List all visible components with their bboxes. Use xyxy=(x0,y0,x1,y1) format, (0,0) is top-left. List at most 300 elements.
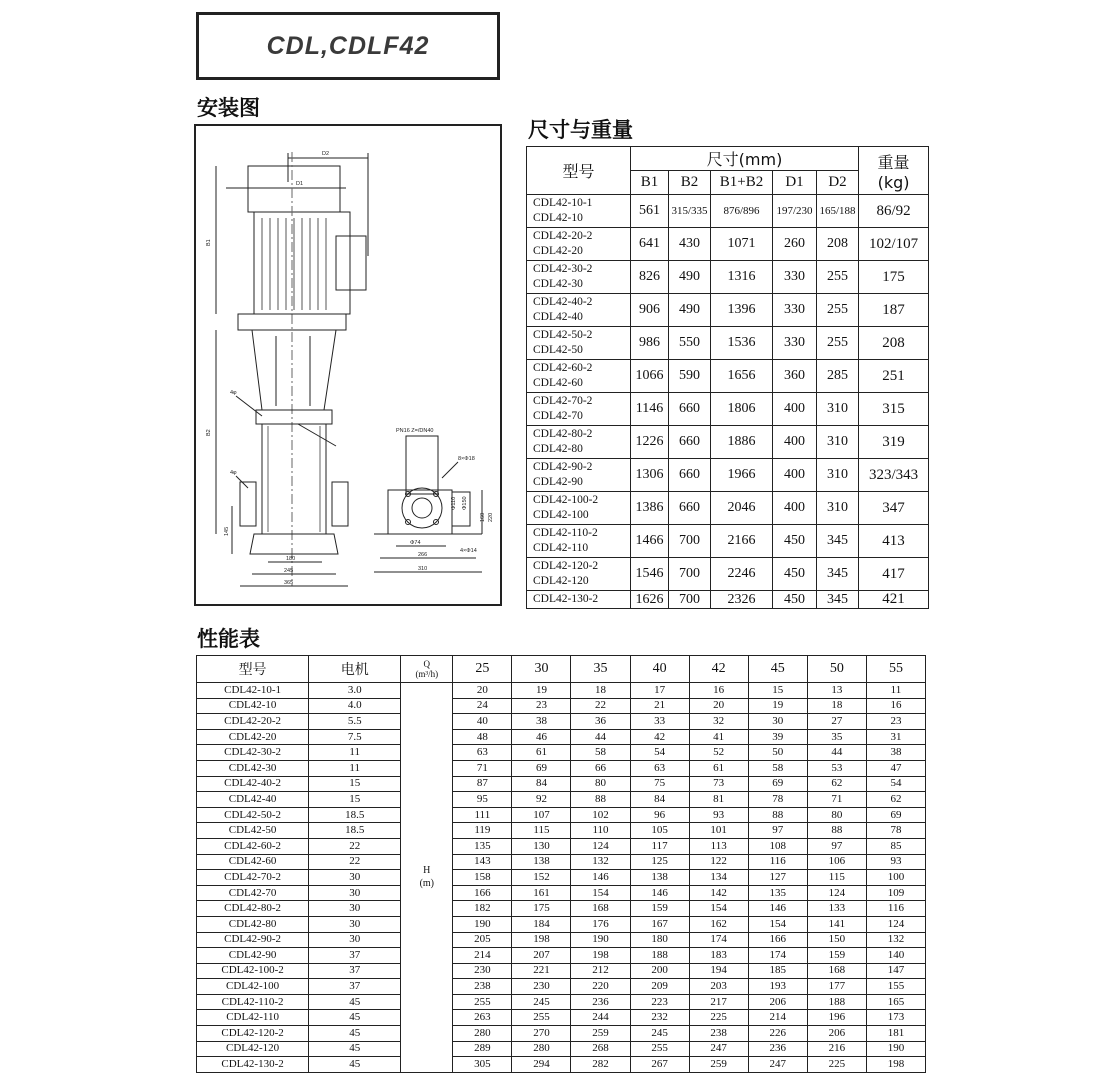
dim-model-name: CDL42-80 xyxy=(533,443,583,455)
perf-head-value: 16 xyxy=(689,683,748,699)
perf-head-value: 38 xyxy=(512,714,571,730)
dim-model-name: CDL42-10-1 xyxy=(533,197,593,209)
dim-header-size: 尺寸(mm) xyxy=(631,147,859,171)
dim-weight-cell: 208 xyxy=(859,327,929,360)
perf-head-value: 259 xyxy=(689,1057,748,1073)
perf-head-value: 205 xyxy=(453,932,512,948)
perf-motor-cell: 30 xyxy=(309,916,401,932)
dim-model-name: CDL42-60 xyxy=(533,377,583,389)
perf-head-value: 134 xyxy=(689,870,748,886)
dim-model-name: CDL42-50 xyxy=(533,344,583,356)
perf-head-value: 84 xyxy=(512,776,571,792)
perf-head-value: 185 xyxy=(748,963,807,979)
dim-table-row xyxy=(527,327,929,360)
dim-model-name: CDL42-120 xyxy=(533,575,589,587)
dim-model-name: CDL42-20 xyxy=(533,245,583,257)
perf-head-value: 88 xyxy=(748,807,807,823)
perf-head-value: 69 xyxy=(866,807,925,823)
perf-head-value: 236 xyxy=(748,1041,807,1057)
dim-model-cell xyxy=(527,591,631,609)
perf-head-value: 85 xyxy=(866,838,925,854)
perf-head-value: 255 xyxy=(453,994,512,1010)
perf-head-value: 282 xyxy=(571,1057,630,1073)
perf-head-value: 105 xyxy=(630,823,689,839)
dim-weight-cell: 323/343 xyxy=(859,459,929,492)
dim-model-cell xyxy=(527,360,631,393)
perf-head-value: 36 xyxy=(571,714,630,730)
dim-model-name: CDL42-100-2 xyxy=(533,494,599,506)
dim-model-cell xyxy=(527,426,631,459)
perf-head-value: 196 xyxy=(807,1010,866,1026)
perf-head-value: 84 xyxy=(630,792,689,808)
model-title: CDL,CDLF42 xyxy=(266,31,430,60)
perf-head-value: 198 xyxy=(512,932,571,948)
perf-model-cell: CDL42-80 xyxy=(197,916,309,932)
perf-head-value: 22 xyxy=(571,698,630,714)
dim-model-cell xyxy=(527,459,631,492)
perf-head-value: 92 xyxy=(512,792,571,808)
perf-head-value: 188 xyxy=(807,994,866,1010)
drawing-label: 266 xyxy=(418,552,428,558)
perf-head-value: 135 xyxy=(748,885,807,901)
perf-head-value: 75 xyxy=(630,776,689,792)
perf-motor-cell: 5.5 xyxy=(309,714,401,730)
perf-model-cell: CDL42-40-2 xyxy=(197,776,309,792)
perf-model-cell: CDL42-110-2 xyxy=(197,994,309,1010)
dim-weight-cell: 417 xyxy=(859,558,929,591)
dim-model-cell xyxy=(527,492,631,525)
perf-table-row xyxy=(197,776,926,792)
perf-head-value: 46 xyxy=(512,729,571,745)
perf-flow-header: 25 xyxy=(453,656,512,683)
dim-header-weight xyxy=(859,147,929,195)
dim-weight-cell: 251 xyxy=(859,360,929,393)
dim-model-name: CDL42-70-2 xyxy=(533,395,593,407)
dim-d2-cell: 285 xyxy=(817,360,859,393)
dim-d2-cell: 310 xyxy=(817,459,859,492)
perf-table-row xyxy=(197,838,926,854)
perf-head-value: 225 xyxy=(689,1010,748,1026)
perf-head-value: 17 xyxy=(630,683,689,699)
perf-model-cell: CDL42-130-2 xyxy=(197,1057,309,1073)
drawing-label: Φ74 xyxy=(410,540,421,546)
dim-model-name: CDL42-110 xyxy=(533,542,589,554)
drawing-label: D1 xyxy=(296,181,304,187)
perf-motor-cell: 37 xyxy=(309,963,401,979)
perf-head-value: 21 xyxy=(630,698,689,714)
dim-table-row xyxy=(527,558,929,591)
drawing-label: D2 xyxy=(322,151,330,157)
perf-head-value: 81 xyxy=(689,792,748,808)
perf-motor-cell: 30 xyxy=(309,901,401,917)
perf-motor-cell: 3.0 xyxy=(309,683,401,699)
perf-head-value: 223 xyxy=(630,994,689,1010)
perf-head-value: 38 xyxy=(866,745,925,761)
dim-table-row xyxy=(527,393,929,426)
perf-head-value: 40 xyxy=(453,714,512,730)
perf-motor-cell: 18.5 xyxy=(309,823,401,839)
perf-model-cell: CDL42-90 xyxy=(197,948,309,964)
dim-weight-cell: 413 xyxy=(859,525,929,558)
perf-head-value: 206 xyxy=(748,994,807,1010)
dim-b1b2-cell: 2166 xyxy=(711,525,773,558)
perf-head-value: 124 xyxy=(807,885,866,901)
dim-weight-cell: 102/107 xyxy=(859,228,929,261)
dim-table-row xyxy=(527,261,929,294)
perf-head-value: 190 xyxy=(453,916,512,932)
drawing-label: 8×Φ18 xyxy=(458,456,475,462)
perf-head-value: 107 xyxy=(512,807,571,823)
perf-head-value: 225 xyxy=(807,1057,866,1073)
perf-head-value: 247 xyxy=(689,1041,748,1057)
perf-head-value: 93 xyxy=(866,854,925,870)
perf-head-value: 73 xyxy=(689,776,748,792)
perf-head-value: 245 xyxy=(512,994,571,1010)
dim-model-cell xyxy=(527,228,631,261)
dim-header-model: 型号 xyxy=(527,147,631,195)
perf-head-value: 138 xyxy=(630,870,689,886)
perf-head-value: 212 xyxy=(571,963,630,979)
perf-head-value: 217 xyxy=(689,994,748,1010)
perf-head-value: 188 xyxy=(630,948,689,964)
perf-head-value: 255 xyxy=(512,1010,571,1026)
perf-header-model: 型号 xyxy=(197,656,309,683)
dim-model-name: CDL42-20-2 xyxy=(533,230,593,242)
perf-head-value: 115 xyxy=(807,870,866,886)
dim-b1-cell: 906 xyxy=(631,294,669,327)
dim-b2-cell: 315/335 xyxy=(669,195,711,228)
drawing-label: 145 xyxy=(224,526,230,536)
dims-heading: 尺寸与重量 xyxy=(528,118,633,142)
perf-head-value: 159 xyxy=(807,948,866,964)
perf-head-value: 116 xyxy=(866,901,925,917)
perf-model-cell: CDL42-70-2 xyxy=(197,870,309,886)
perf-table-row xyxy=(197,979,926,995)
perf-table-row xyxy=(197,901,926,917)
perf-head-value: 124 xyxy=(571,838,630,854)
dim-b2-cell: 660 xyxy=(669,459,711,492)
perf-head-value: 133 xyxy=(807,901,866,917)
perf-head-value: 206 xyxy=(807,1026,866,1042)
dim-b2-cell: 550 xyxy=(669,327,711,360)
perf-motor-cell: 45 xyxy=(309,1010,401,1026)
perf-head-value: 230 xyxy=(512,979,571,995)
perf-head-value: 95 xyxy=(453,792,512,808)
perf-head-value: 220 xyxy=(571,979,630,995)
perf-head-label-cell xyxy=(401,683,453,1073)
dim-weight-cell: 175 xyxy=(859,261,929,294)
perf-head-value: 20 xyxy=(453,683,512,699)
drawing-label: 160 xyxy=(480,512,486,522)
perf-head-value: 146 xyxy=(630,885,689,901)
perf-head-value: 176 xyxy=(571,916,630,932)
perf-head-value: 110 xyxy=(571,823,630,839)
dim-model-name: CDL42-30-2 xyxy=(533,263,593,275)
dim-b2-cell: 490 xyxy=(669,294,711,327)
dim-d1-cell: 197/230 xyxy=(773,195,817,228)
perf-head-value: 69 xyxy=(512,760,571,776)
perf-head-value: 259 xyxy=(571,1026,630,1042)
perf-table-row xyxy=(197,683,926,699)
perf-head-value: 61 xyxy=(512,745,571,761)
dim-table-row xyxy=(527,525,929,558)
perf-head-value: 16 xyxy=(866,698,925,714)
dim-table-row xyxy=(527,195,929,228)
perf-head-value: 62 xyxy=(807,776,866,792)
perf-model-cell: CDL42-100 xyxy=(197,979,309,995)
dim-model-name: CDL42-10 xyxy=(533,212,583,224)
perf-motor-cell: 37 xyxy=(309,979,401,995)
dim-b1-cell: 641 xyxy=(631,228,669,261)
perf-head-value: 138 xyxy=(512,854,571,870)
perf-motor-cell: 11 xyxy=(309,745,401,761)
perf-head-value: 80 xyxy=(571,776,630,792)
perf-motor-cell: 45 xyxy=(309,1057,401,1073)
dim-d1-cell: 450 xyxy=(773,525,817,558)
dim-weight-cell: 421 xyxy=(859,591,929,609)
perf-head-value: 130 xyxy=(512,838,571,854)
perf-head-value: 198 xyxy=(571,948,630,964)
perf-head-value: 113 xyxy=(689,838,748,854)
dim-header-weight-unit: (kg) xyxy=(877,172,910,192)
drawing-label: Φ110 xyxy=(451,496,457,510)
perf-head-value: 294 xyxy=(512,1057,571,1073)
dim-table-row xyxy=(527,228,929,261)
perf-motor-cell: 45 xyxy=(309,1041,401,1057)
dim-table-row xyxy=(527,492,929,525)
dim-d1-cell: 400 xyxy=(773,393,817,426)
perf-head-value: 48 xyxy=(453,729,512,745)
dim-weight-cell: 347 xyxy=(859,492,929,525)
perf-head-value: 193 xyxy=(748,979,807,995)
dim-d2-cell: 255 xyxy=(817,294,859,327)
perf-table-row xyxy=(197,745,926,761)
perf-model-cell: CDL42-10 xyxy=(197,698,309,714)
dim-b1-cell: 826 xyxy=(631,261,669,294)
perf-head-value: 270 xyxy=(512,1026,571,1042)
dim-b2-cell: 430 xyxy=(669,228,711,261)
dim-table-row xyxy=(527,591,929,609)
dim-model-cell xyxy=(527,327,631,360)
perf-table-row xyxy=(197,807,926,823)
perf-table-row xyxy=(197,760,926,776)
perf-head-value: 143 xyxy=(453,854,512,870)
perf-motor-cell: 4.0 xyxy=(309,698,401,714)
perf-head-value: 20 xyxy=(689,698,748,714)
perf-model-cell: CDL42-60-2 xyxy=(197,838,309,854)
dim-model-name: CDL42-80-2 xyxy=(533,428,593,440)
perf-head-value: 27 xyxy=(807,714,866,730)
perf-flow-header: 42 xyxy=(689,656,748,683)
dim-d2-cell: 345 xyxy=(817,591,859,609)
perf-head-value: 101 xyxy=(689,823,748,839)
perf-head-value: 44 xyxy=(807,745,866,761)
perf-head-value: 109 xyxy=(866,885,925,901)
dim-d1-cell: 400 xyxy=(773,492,817,525)
perf-table-row xyxy=(197,714,926,730)
perf-head-value: 161 xyxy=(512,885,571,901)
perf-motor-cell: 22 xyxy=(309,854,401,870)
perf-head-value: 141 xyxy=(807,916,866,932)
dim-b2-cell: 660 xyxy=(669,426,711,459)
perf-model-cell: CDL42-80-2 xyxy=(197,901,309,917)
dim-model-cell xyxy=(527,294,631,327)
perf-head-value: 39 xyxy=(748,729,807,745)
performance-table xyxy=(196,655,926,1073)
perf-head-value: 19 xyxy=(512,683,571,699)
perf-head-value: 24 xyxy=(453,698,512,714)
perf-head-value: 58 xyxy=(748,760,807,776)
dim-b1b2-cell: 1966 xyxy=(711,459,773,492)
perf-head-value: 150 xyxy=(807,932,866,948)
perf-head-value: 232 xyxy=(630,1010,689,1026)
perf-head-value: 19 xyxy=(748,698,807,714)
perf-head-value: 200 xyxy=(630,963,689,979)
perf-head-value: 42 xyxy=(630,729,689,745)
perf-head-value: 180 xyxy=(630,932,689,948)
dim-d1-cell: 330 xyxy=(773,261,817,294)
perf-head-value: 216 xyxy=(807,1041,866,1057)
perf-head-value: 88 xyxy=(807,823,866,839)
perf-head-value: 140 xyxy=(866,948,925,964)
perf-head-value: 62 xyxy=(866,792,925,808)
perf-head-value: 23 xyxy=(512,698,571,714)
perf-model-cell: CDL42-10-1 xyxy=(197,683,309,699)
perf-head-value: 236 xyxy=(571,994,630,1010)
perf-header-q xyxy=(401,656,453,683)
perf-head-value: 168 xyxy=(807,963,866,979)
dim-b1-cell: 1066 xyxy=(631,360,669,393)
perf-table-row xyxy=(197,729,926,745)
dim-col-header: D2 xyxy=(817,171,859,195)
perf-head-value: 263 xyxy=(453,1010,512,1026)
perf-head-value: 124 xyxy=(866,916,925,932)
dim-model-name: CDL42-40-2 xyxy=(533,296,593,308)
drawing-label: 4φ xyxy=(230,470,237,476)
perf-table-row xyxy=(197,870,926,886)
dim-b1-cell: 1626 xyxy=(631,591,669,609)
dim-col-header: D1 xyxy=(773,171,817,195)
perf-header-motor: 电机 xyxy=(309,656,401,683)
perf-head-value: 155 xyxy=(866,979,925,995)
perf-head-value: 190 xyxy=(571,932,630,948)
perf-head-value: 69 xyxy=(748,776,807,792)
perf-head-value: 159 xyxy=(630,901,689,917)
perf-head-value: 96 xyxy=(630,807,689,823)
perf-head-value: 175 xyxy=(512,901,571,917)
perf-table-row xyxy=(197,963,926,979)
perf-flow-header: 30 xyxy=(512,656,571,683)
perf-table-row xyxy=(197,823,926,839)
perf-head-value: 122 xyxy=(689,854,748,870)
dim-b2-cell: 660 xyxy=(669,492,711,525)
perf-motor-cell: 15 xyxy=(309,792,401,808)
perf-head-value: 135 xyxy=(453,838,512,854)
dim-b1b2-cell: 1886 xyxy=(711,426,773,459)
dim-b1-cell: 1146 xyxy=(631,393,669,426)
dim-b1-cell: 1226 xyxy=(631,426,669,459)
perf-head-value: 88 xyxy=(571,792,630,808)
dim-model-cell xyxy=(527,393,631,426)
perf-table-row xyxy=(197,948,926,964)
perf-head-value: 11 xyxy=(866,683,925,699)
perf-head-value: 117 xyxy=(630,838,689,854)
dim-b1-cell: 1546 xyxy=(631,558,669,591)
dim-col-header: B2 xyxy=(669,171,711,195)
dim-model-name: CDL42-90-2 xyxy=(533,461,593,473)
perf-head-value: 116 xyxy=(748,854,807,870)
dim-b2-cell: 700 xyxy=(669,525,711,558)
perf-head-value: 147 xyxy=(866,963,925,979)
dim-d1-cell: 330 xyxy=(773,294,817,327)
perf-table-row xyxy=(197,698,926,714)
perf-header-q-label: Q xyxy=(423,659,431,669)
perf-head-value: 32 xyxy=(689,714,748,730)
dim-b2-cell: 700 xyxy=(669,591,711,609)
perf-head-value: 23 xyxy=(866,714,925,730)
dim-model-name: CDL42-90 xyxy=(533,476,583,488)
drawing-label: 4φ xyxy=(230,390,237,396)
perf-head-value: 58 xyxy=(571,745,630,761)
perf-model-cell: CDL42-120 xyxy=(197,1041,309,1057)
dim-b1-cell: 1306 xyxy=(631,459,669,492)
dim-model-name: CDL42-70 xyxy=(533,410,583,422)
perf-model-cell: CDL42-70 xyxy=(197,885,309,901)
perf-head-value: 245 xyxy=(630,1026,689,1042)
perf-head-value: 125 xyxy=(630,854,689,870)
perf-table-row xyxy=(197,885,926,901)
perf-head-value: 132 xyxy=(571,854,630,870)
perf-head-value: 100 xyxy=(866,870,925,886)
perf-table-row xyxy=(197,792,926,808)
perf-head-value: 50 xyxy=(748,745,807,761)
drawing-label: 180 xyxy=(286,556,296,562)
perf-head-value: 247 xyxy=(748,1057,807,1073)
perf-model-cell: CDL42-20 xyxy=(197,729,309,745)
perf-head-value: 52 xyxy=(689,745,748,761)
perf-head-value: 97 xyxy=(807,838,866,854)
drawing-label: PN16 Z=/DN40 xyxy=(396,428,434,434)
dim-b1b2-cell: 2246 xyxy=(711,558,773,591)
perf-head-value: 146 xyxy=(748,901,807,917)
perf-table-row xyxy=(197,1041,926,1057)
dim-model-cell xyxy=(527,525,631,558)
dim-weight-cell: 315 xyxy=(859,393,929,426)
perf-head-value: 87 xyxy=(453,776,512,792)
dim-model-cell xyxy=(527,195,631,228)
perf-head-value: 184 xyxy=(512,916,571,932)
dim-d2-cell: 345 xyxy=(817,558,859,591)
dim-weight-cell: 187 xyxy=(859,294,929,327)
dim-d2-cell: 345 xyxy=(817,525,859,558)
dim-model-name: CDL42-130-2 xyxy=(533,593,599,605)
perf-head-value: 146 xyxy=(571,870,630,886)
perf-flow-header: 40 xyxy=(630,656,689,683)
dim-d1-cell: 450 xyxy=(773,591,817,609)
perf-head-value: 190 xyxy=(866,1041,925,1057)
dim-weight-cell: 319 xyxy=(859,426,929,459)
perf-head-value: 111 xyxy=(453,807,512,823)
dim-d1-cell: 400 xyxy=(773,426,817,459)
dim-b2-cell: 590 xyxy=(669,360,711,393)
perf-head-value: 280 xyxy=(512,1041,571,1057)
perf-head-value: 230 xyxy=(453,963,512,979)
perf-head-value: 41 xyxy=(689,729,748,745)
dim-model-cell xyxy=(527,261,631,294)
perf-head-value: 18 xyxy=(571,683,630,699)
dim-d2-cell: 255 xyxy=(817,327,859,360)
perf-motor-cell: 18.5 xyxy=(309,807,401,823)
